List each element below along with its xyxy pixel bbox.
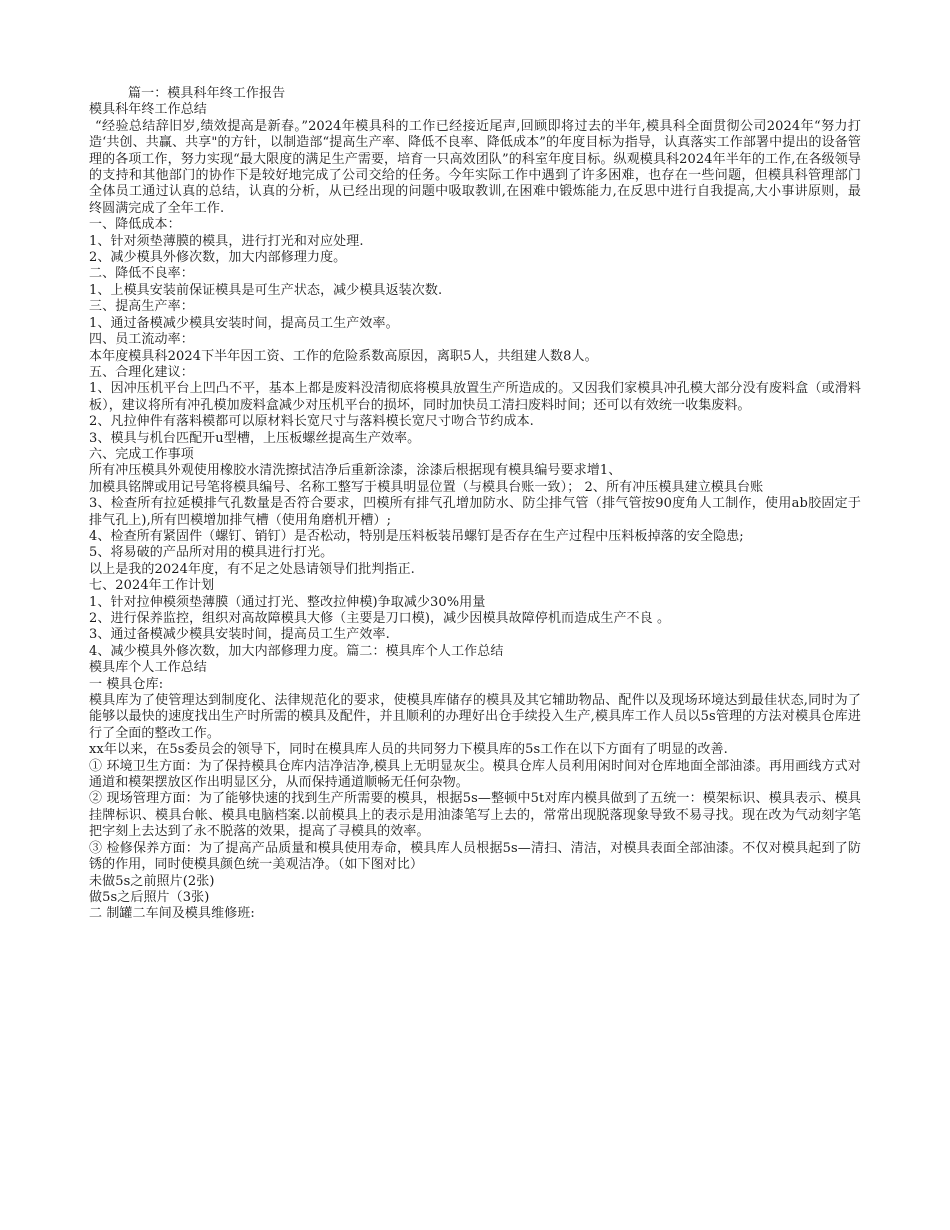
list-item: 2、减少模具外修次数，加大内部修理力度。 <box>89 250 347 266</box>
list-item: 3、模具与机台匹配开u型槽，上压板螺丝提高生产效率。 <box>89 430 421 446</box>
paragraph: 以上是我的2024年度，有不足之处恳请领导们批判指正. <box>89 561 415 577</box>
heading: 二、降低不良率： <box>89 266 194 282</box>
paragraph: 所有冲压模具外观使用橡胶水清洗擦拭洁净后重新涂漆，涂漆后根据现有模具编号要求增1、 <box>89 463 622 479</box>
paragraph: 未做5s之前照片(2张) <box>89 873 215 889</box>
subtitle: 模具科年终工作总结 <box>89 102 207 118</box>
paragraph: ② 现场管理方面：为了能够快速的找到生产所需要的模具，根据5s—整顿中5t对库内模具做到了五统一：模架标识、模具表示、模具挂牌标识、模具台帐、模具电脑档案.以前模具上的表示是用油漆笔写上去的，常常出现脱落现象导致不易寻找。现在改为气动刻字笔把字刻上去达到了永不脱落的效果，提高了寻模具的效率。 <box>89 791 861 840</box>
heading: 四、员工流动率： <box>89 332 194 348</box>
paragraph: 模具库为了使管理达到制度化、法律规范化的要求，使模具库储存的模具及其它辅助物品、配件以及现场环境达到最佳状态,同时为了能够以最快的速度找出生产时所需的模具及配件，并且顺利的办理好出仓手续投入生产,模具库工作人员以5s管理的方法对模具仓库进行了全面的整改工作。 <box>89 693 861 741</box>
intro-paragraph: “经验总结辞旧岁,绩效提高是新春。”2024年模具科的工作已经接近尾声,回顾即将过去的半年,模具科全面贯彻公司2024年“努力打造‘共创、共赢、共享"的方针，以制造部“提高生产率、降低不良率、降低成本”的年度目标为指导，认真落实工作部署中提出的设备管理的各项工作，努力实现“最大限度的满足生产需要，培育一只高效团队”的科室年度目标。纵观模具科2024年半年的工作,在各级领导的支持和其他部门的协作下是较好地完成了公司交给的任务。今年实际工作中遇到了许多困难，也存在一些问题，但模具科管理部门全体员工通过认真的总结，认真的分析，从已经出现的问题中吸取教训,在困难中锻炼能力,在反思中进行自我提高,大小事讲原则，最终圆满完成了全年工作. <box>89 118 861 216</box>
heading: 六、完成工作事项 <box>89 446 194 462</box>
list-item: 1、上模具安装前保证模具是可生产状态，减少模具返装次数. <box>89 282 443 298</box>
heading: 七、2024年工作计划 <box>89 578 215 594</box>
subtitle: 模具库个人工作总结 <box>89 660 207 676</box>
list-item: 3、通过备模减少模具安装时间，提高员工生产效率. <box>89 627 390 643</box>
list-item: 4、减少模具外修次数，加大内部修理力度。篇二：模具库个人工作总结 <box>89 643 504 659</box>
document-body <box>89 86 861 923</box>
paragraph: 做5s之后照片（3张) <box>89 889 210 905</box>
list-item: 1、因冲压机平台上凹凸不平，基本上都是废料没清彻底将模具放置生产所造成的。又因我们家模具冲孔模大部分没有废料盒（或滑料板），建议将所有冲孔模加废料盒减少对压机平台的损坏，同时加快员工清扫废料时间；还可以有效统一收集废料。 <box>89 381 861 413</box>
list-item: 3、检查所有拉延模排气孔数量是否符合要求，凹模所有排气孔增加防水、防尘排气管（排气管按90度角人工制作，使用ab胶固定于排气孔上),所有凹模增加排气槽（使用角磨机开槽）; <box>89 496 861 528</box>
heading: 三、提高生产率： <box>89 299 194 315</box>
paragraph: 加模具铭牌或用记号笔将模具编号、名称工整写于模具明显位置（与模具台账一致）； 2、所有冲压模具建立模具台账 <box>89 479 764 495</box>
list-item: 1、通过备模减少模具安装时间，提高员工生产效率。 <box>89 315 399 331</box>
list-item: 4、检查所有紧固件（螺钉、销钉）是否松动，特别是压料板装吊螺钉是否存在生产过程中压料板掉落的安全隐患; <box>89 528 744 544</box>
list-item: 1、针对须垫薄膜的模具，进行打光和对应处理. <box>89 233 364 249</box>
list-item: 1、针对拉伸模须垫薄膜（通过打光、整改拉伸模)争取减少30%用量 <box>89 594 486 610</box>
paragraph: 本年度模具科2024下半年因工资、工作的危险系数高原因，离职5人，共组建人数8人。 <box>89 348 598 364</box>
list-item: 2、凡拉伸件有落料模都可以原材料长宽尺寸与落料模长宽尺寸吻合节约成本. <box>89 414 534 430</box>
heading: 五、合理化建议： <box>89 364 194 380</box>
heading: 一、降低成本： <box>89 217 181 233</box>
paragraph: ① 环境卫生方面：为了保持模具仓库内洁净洁净,模具上无明显灰尘。模具仓库人员利用闲时间对仓库地面全部油漆。再用画线方式对通道和模架摆放区作出明显区分，从而保持通道顺畅无任何杂物。 <box>89 758 861 791</box>
paragraph: xx年以来，在5s委员会的领导下，同时在模具库人员的共同努力下模具库的5s工作在以下方面有了明显的改善. <box>89 742 728 758</box>
paragraph: ③ 检修保养方面：为了提高产品质量和模具使用寿命，模具库人员根据5s—清扫、清洁，对模具表面全部油漆。不仅对模具起到了防锈的作用，同时使模具颜色统一美观洁净。（如下图对比） <box>89 840 861 873</box>
list-item: 5、将易破的产品所对用的模具进行打光。 <box>89 545 334 561</box>
section-title: 篇一：模具科年终工作报告 <box>128 86 286 101</box>
list-item: 2、进行保养监控，组织对高故障模具大修（主要是刀口模)，减少因模具故障停机而造成生产不良 。 <box>89 611 671 626</box>
heading: 二 制罐二车间及模具维修班: <box>89 906 255 922</box>
heading: 一 模具仓库: <box>89 676 164 692</box>
